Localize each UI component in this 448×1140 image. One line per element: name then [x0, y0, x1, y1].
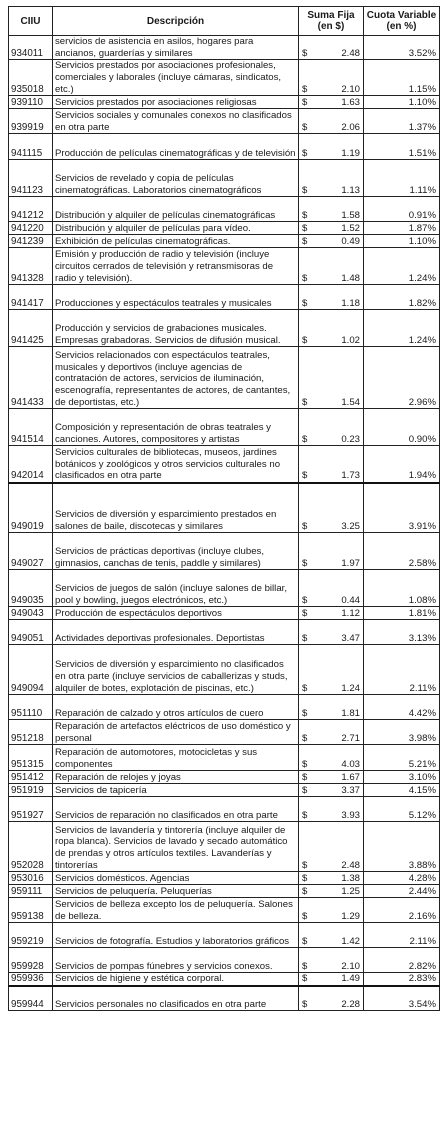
currency-symbol: $	[302, 910, 308, 922]
description-cell: Servicios prestados por asociaciones profesionales, comerciales y laborales (incluye cámaras, sindicatos, etc.)	[53, 60, 299, 96]
table-row	[9, 222, 440, 235]
description-cell: Reparación de calzado y otros artículos de cuero	[53, 695, 299, 720]
currency-symbol: $	[302, 998, 308, 1010]
ciiu-code-cell: 953016	[9, 872, 53, 885]
table-row	[9, 797, 440, 822]
fixed-amount-value: 2.06	[341, 121, 360, 133]
variable-rate-cell: 1.94%	[364, 446, 440, 483]
currency-symbol: $	[302, 707, 308, 719]
description-cell: Servicios de higiene y estética corporal.	[53, 973, 299, 986]
variable-rate-cell: 0.91%	[364, 197, 440, 222]
table-row	[9, 96, 440, 109]
fixed-amount-value: 1.42	[341, 935, 360, 947]
table-row	[9, 197, 440, 222]
currency-symbol: $	[302, 632, 308, 644]
fixed-amount-cell	[299, 607, 364, 620]
fixed-amount-cell	[299, 797, 364, 822]
currency-symbol: $	[302, 184, 308, 196]
table-row	[9, 483, 440, 533]
fixed-amount-value: 1.63	[341, 96, 360, 108]
description-cell: Servicios de juegos de salón (incluye salones de billar, pool y bowling, juegos electrónicos, etc.)	[53, 570, 299, 607]
description-cell: servicios de asistencia en asilos, hogares para ancianos, guarderías y similares	[53, 36, 299, 60]
variable-rate-cell: 0.90%	[364, 409, 440, 446]
fixed-amount-cell	[299, 409, 364, 446]
header-suma-fija	[299, 7, 364, 36]
variable-rate-cell: 3.52%	[364, 36, 440, 60]
variable-rate-cell: 2.11%	[364, 645, 440, 695]
table-body	[9, 36, 440, 1011]
variable-rate-cell: 1.82%	[364, 285, 440, 310]
fixed-amount-value: 0.23	[341, 433, 360, 445]
description-cell: Exhibición de películas cinematográficas.	[53, 235, 299, 248]
variable-rate-cell: 1.24%	[364, 310, 440, 347]
table-row	[9, 248, 440, 285]
ciiu-code-cell: 941417	[9, 285, 53, 310]
currency-symbol: $	[302, 594, 308, 606]
variable-rate-cell: 1.81%	[364, 607, 440, 620]
ciiu-code-cell: 951218	[9, 720, 53, 745]
fixed-amount-value: 2.48	[341, 47, 360, 59]
ciiu-code-cell: 949027	[9, 533, 53, 570]
fixed-amount-cell	[299, 347, 364, 409]
currency-symbol: $	[302, 682, 308, 694]
fixed-amount-cell	[299, 285, 364, 310]
table-row	[9, 872, 440, 885]
description-cell: Servicios de reparación no clasificados en otra parte	[53, 797, 299, 822]
fixed-amount-value: 1.81	[341, 707, 360, 719]
fixed-amount-value: 0.44	[341, 594, 360, 606]
ciiu-code-cell: 959138	[9, 898, 53, 923]
description-cell: Producción y servicios de grabaciones musicales. Empresas grabadoras. Servicios de difusión musical.	[53, 310, 299, 347]
variable-rate-cell: 5.21%	[364, 745, 440, 771]
currency-symbol: $	[302, 96, 308, 108]
variable-rate-cell: 2.44%	[364, 885, 440, 898]
description-cell: Servicios sociales y comunales conexos no clasificados en otra parte	[53, 109, 299, 134]
header-cuota-variable	[364, 7, 440, 36]
fixed-amount-value: 4.03	[341, 758, 360, 770]
variable-rate-cell: 4.28%	[364, 872, 440, 885]
tariff-table-sheet	[8, 6, 439, 1011]
description-cell: Servicios de tapicería	[53, 784, 299, 797]
currency-symbol: $	[302, 973, 308, 985]
fixed-amount-cell	[299, 134, 364, 160]
currency-symbol: $	[302, 809, 308, 821]
fixed-amount-value: 1.48	[341, 272, 360, 284]
currency-symbol: $	[302, 872, 308, 884]
table-row	[9, 235, 440, 248]
ciiu-code-cell: 949035	[9, 570, 53, 607]
description-cell: Servicios personales no clasificados en otra parte	[53, 986, 299, 1011]
fixed-amount-cell	[299, 310, 364, 347]
variable-rate-cell: 1.87%	[364, 222, 440, 235]
variable-rate-cell: 1.37%	[364, 109, 440, 134]
currency-symbol: $	[302, 771, 308, 783]
table-row	[9, 720, 440, 745]
description-cell: Emisión y producción de radio y televisión (incluye circuitos cerrados de televisión y retransmisoras de radio y televisión).	[53, 248, 299, 285]
variable-rate-cell: 4.42%	[364, 695, 440, 720]
ciiu-code-cell: 959219	[9, 923, 53, 948]
variable-rate-cell: 1.15%	[364, 60, 440, 96]
table-row	[9, 822, 440, 872]
table-row	[9, 409, 440, 446]
table-row	[9, 134, 440, 160]
ciiu-code-cell: 941514	[9, 409, 53, 446]
table-row	[9, 347, 440, 409]
fixed-amount-value: 3.25	[341, 520, 360, 532]
fixed-amount-value: 1.25	[341, 885, 360, 897]
fixed-amount-cell	[299, 745, 364, 771]
ciiu-code-cell: 941433	[9, 347, 53, 409]
variable-rate-cell: 1.08%	[364, 570, 440, 607]
currency-symbol: $	[302, 209, 308, 221]
table-row	[9, 570, 440, 607]
variable-rate-cell: 3.13%	[364, 620, 440, 645]
ciiu-code-cell: 959928	[9, 948, 53, 973]
fixed-amount-cell	[299, 872, 364, 885]
ciiu-code-cell: 941220	[9, 222, 53, 235]
description-cell: Servicios de belleza excepto los de peluquería. Salones de belleza.	[53, 898, 299, 923]
description-cell: Servicios domésticos. Agencias	[53, 872, 299, 885]
header-ciiu: CIIU	[9, 7, 53, 36]
table-row	[9, 923, 440, 948]
fixed-amount-value: 1.18	[341, 297, 360, 309]
fixed-amount-value: 1.54	[341, 396, 360, 408]
ciiu-code-cell: 949043	[9, 607, 53, 620]
variable-rate-cell: 1.11%	[364, 160, 440, 197]
currency-symbol: $	[302, 297, 308, 309]
description-cell: Servicios de diversión y esparcimiento prestados en salones de baile, discotecas y similares	[53, 483, 299, 533]
table-header-row	[9, 7, 440, 36]
description-cell: Distribución y alquiler de películas cinematográficas	[53, 197, 299, 222]
fixed-amount-value: 1.58	[341, 209, 360, 221]
ciiu-code-cell: 959936	[9, 973, 53, 986]
fixed-amount-value: 3.47	[341, 632, 360, 644]
description-cell: Producción de películas cinematográficas y de televisión	[53, 134, 299, 160]
ciiu-code-cell: 941212	[9, 197, 53, 222]
fixed-amount-cell	[299, 248, 364, 285]
variable-rate-cell: 4.15%	[364, 784, 440, 797]
currency-symbol: $	[302, 396, 308, 408]
fixed-amount-cell	[299, 885, 364, 898]
fixed-amount-cell	[299, 160, 364, 197]
ciiu-code-cell: 939110	[9, 96, 53, 109]
table-row	[9, 310, 440, 347]
currency-symbol: $	[302, 732, 308, 744]
currency-symbol: $	[302, 557, 308, 569]
fixed-amount-value: 2.28	[341, 998, 360, 1010]
fixed-amount-cell	[299, 898, 364, 923]
fixed-amount-value: 1.24	[341, 682, 360, 694]
description-cell: Servicios de diversión y esparcimiento no clasificados en otra parte (incluye servicios de caballerizas y studs, alquiler de botes, explotación de piscinas, etc.)	[53, 645, 299, 695]
ciiu-code-cell: 941123	[9, 160, 53, 197]
ciiu-code-cell: 951315	[9, 745, 53, 771]
description-cell: Reparación de artefactos eléctricos de uso doméstico y personal	[53, 720, 299, 745]
fixed-amount-value: 1.97	[341, 557, 360, 569]
fixed-amount-value: 2.48	[341, 859, 360, 871]
table-row	[9, 745, 440, 771]
currency-symbol: $	[302, 520, 308, 532]
table-row	[9, 285, 440, 310]
fixed-amount-cell	[299, 36, 364, 60]
fixed-amount-cell	[299, 483, 364, 533]
table-row	[9, 607, 440, 620]
tariff-table	[8, 6, 440, 1011]
table-row	[9, 986, 440, 1011]
currency-symbol: $	[302, 147, 308, 159]
table-row	[9, 784, 440, 797]
fixed-amount-value: 1.13	[341, 184, 360, 196]
variable-rate-cell: 2.83%	[364, 973, 440, 986]
fixed-amount-cell	[299, 695, 364, 720]
fixed-amount-cell	[299, 822, 364, 872]
currency-symbol: $	[302, 83, 308, 95]
variable-rate-cell: 5.12%	[364, 797, 440, 822]
ciiu-code-cell: 941425	[9, 310, 53, 347]
variable-rate-cell: 2.11%	[364, 923, 440, 948]
description-cell: Reparación de automotores, motocicletas y sus componentes	[53, 745, 299, 771]
ciiu-code-cell: 951927	[9, 797, 53, 822]
currency-symbol: $	[302, 433, 308, 445]
header-cuota-variable-label: Cuota Variable (en %)	[366, 10, 437, 32]
fixed-amount-cell	[299, 235, 364, 248]
table-row	[9, 60, 440, 96]
description-cell: Servicios de fotografía. Estudios y laboratorios gráficos	[53, 923, 299, 948]
fixed-amount-cell	[299, 645, 364, 695]
table-row	[9, 533, 440, 570]
variable-rate-cell: 1.24%	[364, 248, 440, 285]
currency-symbol: $	[302, 272, 308, 284]
ciiu-code-cell: 941328	[9, 248, 53, 285]
variable-rate-cell: 1.51%	[364, 134, 440, 160]
ciiu-code-cell: 959944	[9, 986, 53, 1011]
ciiu-code-cell: 951919	[9, 784, 53, 797]
fixed-amount-value: 1.67	[341, 771, 360, 783]
table-row	[9, 645, 440, 695]
variable-rate-cell: 1.10%	[364, 96, 440, 109]
table-row	[9, 973, 440, 986]
description-cell: Servicios de revelado y copia de películas cinematográficas. Laboratorios cinematográficos	[53, 160, 299, 197]
fixed-amount-value: 3.93	[341, 809, 360, 821]
currency-symbol: $	[302, 784, 308, 796]
fixed-amount-value: 3.37	[341, 784, 360, 796]
description-cell: Servicios de pompas fúnebres y servicios conexos.	[53, 948, 299, 973]
fixed-amount-cell	[299, 771, 364, 784]
currency-symbol: $	[302, 885, 308, 897]
ciiu-code-cell: 949094	[9, 645, 53, 695]
currency-symbol: $	[302, 758, 308, 770]
ciiu-code-cell: 935018	[9, 60, 53, 96]
ciiu-code-cell: 949019	[9, 483, 53, 533]
table-row	[9, 885, 440, 898]
ciiu-code-cell: 939919	[9, 109, 53, 134]
variable-rate-cell: 3.54%	[364, 986, 440, 1011]
fixed-amount-cell	[299, 620, 364, 645]
currency-symbol: $	[302, 235, 308, 247]
description-cell: Servicios culturales de bibliotecas, museos, jardines botánicos y zoológicos y otros servicios culturales no clasificados en otra parte	[53, 446, 299, 483]
fixed-amount-cell	[299, 923, 364, 948]
currency-symbol: $	[302, 859, 308, 871]
fixed-amount-cell	[299, 973, 364, 986]
fixed-amount-cell	[299, 222, 364, 235]
fixed-amount-value: 1.38	[341, 872, 360, 884]
table-row	[9, 446, 440, 483]
ciiu-code-cell: 959111	[9, 885, 53, 898]
fixed-amount-value: 1.02	[341, 334, 360, 346]
currency-symbol: $	[302, 960, 308, 972]
fixed-amount-cell	[299, 720, 364, 745]
description-cell: Servicios de peluquería. Peluquerías	[53, 885, 299, 898]
fixed-amount-cell	[299, 784, 364, 797]
currency-symbol: $	[302, 222, 308, 234]
table-row	[9, 948, 440, 973]
variable-rate-cell: 2.82%	[364, 948, 440, 973]
fixed-amount-cell	[299, 446, 364, 483]
description-cell: Distribución y alquiler de películas para vídeo.	[53, 222, 299, 235]
fixed-amount-cell	[299, 96, 364, 109]
fixed-amount-cell	[299, 570, 364, 607]
description-cell: Servicios prestados por asociaciones religiosas	[53, 96, 299, 109]
description-cell: Producciones y espectáculos teatrales y musicales	[53, 285, 299, 310]
variable-rate-cell: 2.58%	[364, 533, 440, 570]
fixed-amount-value: 2.71	[341, 732, 360, 744]
variable-rate-cell: 2.96%	[364, 347, 440, 409]
table-row	[9, 898, 440, 923]
ciiu-code-cell: 952028	[9, 822, 53, 872]
variable-rate-cell: 3.88%	[364, 822, 440, 872]
variable-rate-cell: 3.91%	[364, 483, 440, 533]
currency-symbol: $	[302, 607, 308, 619]
description-cell: Reparación de relojes y joyas	[53, 771, 299, 784]
currency-symbol: $	[302, 121, 308, 133]
header-suma-fija-label: Suma Fija (en $)	[307, 10, 355, 32]
fixed-amount-value: 1.73	[341, 470, 360, 482]
table-row	[9, 160, 440, 197]
description-cell: Servicios de prácticas deportivas (incluye clubes, gimnasios, canchas de tenis, paddle y similares)	[53, 533, 299, 570]
variable-rate-cell: 3.10%	[364, 771, 440, 784]
ciiu-code-cell: 942014	[9, 446, 53, 483]
fixed-amount-value: 2.10	[341, 960, 360, 972]
ciiu-code-cell: 951412	[9, 771, 53, 784]
ciiu-code-cell: 951110	[9, 695, 53, 720]
fixed-amount-cell	[299, 109, 364, 134]
table-row	[9, 620, 440, 645]
fixed-amount-cell	[299, 197, 364, 222]
ciiu-code-cell: 934011	[9, 36, 53, 60]
description-cell: Actividades deportivas profesionales. Deportistas	[53, 620, 299, 645]
fixed-amount-value: 1.52	[341, 222, 360, 234]
table-row	[9, 771, 440, 784]
fixed-amount-cell	[299, 60, 364, 96]
variable-rate-cell: 3.98%	[364, 720, 440, 745]
description-cell: Servicios relacionados con espectáculos teatrales, musicales y deportivos (incluye agencias de contratación de actores, servicios de iluminación, escenografía, representantes de actores, de cantantes, de deportistas, etc.)	[53, 347, 299, 409]
description-cell: Producción de espectáculos deportivos	[53, 607, 299, 620]
table-row	[9, 36, 440, 60]
fixed-amount-value: 1.49	[341, 973, 360, 985]
currency-symbol: $	[302, 47, 308, 59]
fixed-amount-value: 1.29	[341, 910, 360, 922]
header-descripcion: Descripción	[53, 7, 299, 36]
fixed-amount-value: 2.10	[341, 83, 360, 95]
fixed-amount-cell	[299, 948, 364, 973]
fixed-amount-value: 1.19	[341, 147, 360, 159]
currency-symbol: $	[302, 470, 308, 482]
ciiu-code-cell: 949051	[9, 620, 53, 645]
fixed-amount-cell	[299, 986, 364, 1011]
fixed-amount-value: 1.12	[341, 607, 360, 619]
variable-rate-cell: 1.10%	[364, 235, 440, 248]
currency-symbol: $	[302, 334, 308, 346]
variable-rate-cell: 2.16%	[364, 898, 440, 923]
currency-symbol: $	[302, 935, 308, 947]
fixed-amount-value: 0.49	[341, 235, 360, 247]
table-row	[9, 109, 440, 134]
description-cell: Servicios de lavandería y tintorería (incluye alquiler de ropa blanca). Servicios de lavado y secado automático de prendas y otros artículos textiles. Lavanderías y tintorerías	[53, 822, 299, 872]
description-cell: Composición y representación de obras teatrales y canciones. Autores, compositores y artistas	[53, 409, 299, 446]
table-row	[9, 695, 440, 720]
ciiu-code-cell: 941115	[9, 134, 53, 160]
ciiu-code-cell: 941239	[9, 235, 53, 248]
fixed-amount-cell	[299, 533, 364, 570]
